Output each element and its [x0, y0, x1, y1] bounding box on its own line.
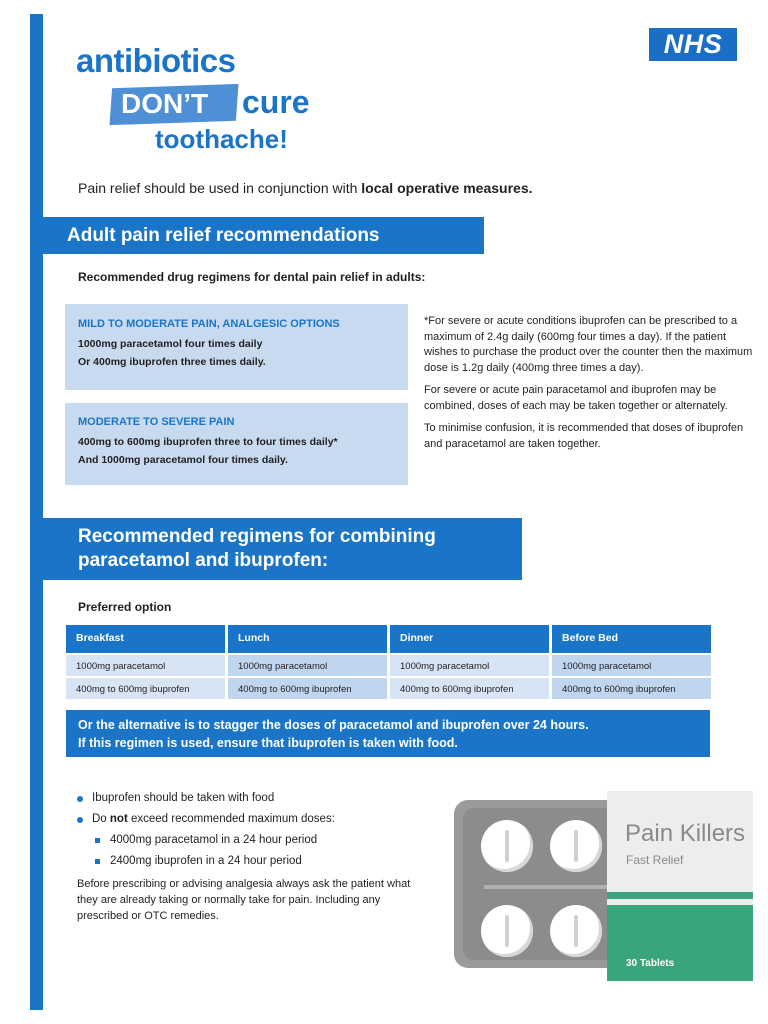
pill-icon [550, 905, 602, 957]
pack-title: Pain Killers [625, 820, 746, 847]
advice-bullet: Ibuprofen should be taken with food [77, 792, 417, 804]
advice-closing: Before prescribing or advising analgesia always ask the patient what they are already taking or normally take for pain. Including any prescribed or OTC remedies. [77, 878, 411, 922]
pill-score-line [505, 915, 509, 947]
blister-divider [484, 885, 624, 889]
pack-subtitle: Fast Relief [626, 853, 684, 867]
schedule-cell: 400mg to 600mg ibuprofen [228, 678, 387, 699]
title-antibiotics: antibiotics [76, 42, 236, 79]
intro-text [78, 180, 533, 196]
note-paragraph: To minimise confusion, it is recommended that doses of ibuprofen and paracetamol are taken together. [424, 422, 744, 450]
schedule-cell: 400mg to 600mg ibuprofen [66, 678, 225, 699]
regimen-connector: Or [78, 356, 91, 368]
title-dont: DON’T [121, 88, 209, 119]
alternative-line: If this regimen is used, ensure that ibuprofen is taken with food. [78, 736, 458, 750]
regimen-title: MILD TO MODERATE PAIN, ANALGESIC OPTIONS [78, 318, 340, 330]
title-toothache: toothache! [155, 124, 288, 154]
pill-icon [481, 820, 533, 872]
schedule-cell: 1000mg paracetamol [552, 655, 711, 676]
schedule-column-lunch [228, 625, 387, 699]
preferred-option-label: Preferred option [78, 600, 172, 614]
alternative-line: Or the alternative is to stagger the doses of paracetamol and ibuprofen over 24 hours. [78, 718, 589, 732]
pill-score-line [574, 915, 578, 947]
regimen-line: 1000mg paracetamol four times daily [78, 338, 263, 350]
bullet-text: Do [92, 813, 110, 825]
schedule-cell: 1000mg paracetamol [228, 655, 387, 676]
column-header: Before Bed [552, 625, 711, 653]
pill-icon [550, 820, 602, 872]
section-heading-combining [43, 518, 522, 580]
column-header: Dinner [390, 625, 549, 653]
regimen-box-mild [65, 304, 408, 390]
regimen-line [78, 356, 408, 368]
pill-score-line [574, 830, 578, 862]
bullet-text: exceed recommended maximum doses: [127, 813, 335, 825]
regimen-line: 400mg to 600mg ibuprofen three to four times daily* [78, 436, 338, 448]
regimen-line-text: 1000mg paracetamol four times daily. [98, 454, 288, 466]
pack-stripe [607, 892, 753, 899]
pack-green-panel [607, 905, 753, 981]
title-cure: cure [242, 84, 310, 120]
schedule-cell: 400mg to 600mg ibuprofen [552, 678, 711, 699]
note-paragraph: For severe or acute pain paracetamol and ibuprofen may be combined, doses of each may be taken together or alternately. [424, 384, 728, 412]
regimen-connector: And [78, 454, 99, 466]
regimens-subheading: Recommended drug regimens for dental pain relief in adults: [78, 270, 426, 284]
left-accent-bar [30, 14, 43, 1010]
heading-line: paracetamol and ibuprofen: [78, 550, 329, 571]
schedule-column-dinner [390, 625, 549, 699]
advice-bullet [77, 813, 417, 825]
regimen-title: MODERATE TO SEVERE PAIN [78, 416, 235, 428]
dosage-notes [424, 314, 756, 459]
intro-bold: local operative measures. [361, 180, 533, 196]
alternative-regimen-box [66, 710, 710, 757]
pill-icon [481, 905, 533, 957]
regimen-box-severe [65, 403, 408, 485]
nhs-logo: NHS [649, 28, 737, 61]
intro-plain: Pain relief should be used in conjunction with [78, 180, 362, 196]
regimen-line-text: 400mg ibuprofen three times daily. [90, 356, 266, 368]
advice-list [77, 792, 417, 924]
note-paragraph: *For severe or acute conditions ibuprofen can be prescribed to a maximum of 2.4g daily (600mg four times a day). If the patient wishes to purchase the product over the counter then the maximum dose is 1.2g daily (400mg three times a day). [424, 315, 753, 374]
section-heading-adult: Adult pain relief recommendations [43, 217, 484, 254]
column-header: Lunch [228, 625, 387, 653]
bullet-emphasis: not [109, 813, 128, 825]
pack-tablet-count: 30 Tablets [626, 958, 675, 969]
heading-line: Recommended regimens for combining [78, 526, 436, 547]
schedule-cell: 1000mg paracetamol [390, 655, 549, 676]
schedule-cell: 1000mg paracetamol [66, 655, 225, 676]
column-header: Breakfast [66, 625, 225, 653]
advice-sub-bullet: 2400mg ibuprofen in a 24 hour period [77, 855, 417, 867]
schedule-column-before-bed [552, 625, 711, 699]
schedule-cell: 400mg to 600mg ibuprofen [390, 678, 549, 699]
schedule-column-breakfast [66, 625, 225, 699]
pill-score-line [505, 830, 509, 862]
regimen-line [78, 454, 408, 466]
advice-sub-bullet: 4000mg paracetamol in a 24 hour period [77, 834, 417, 846]
